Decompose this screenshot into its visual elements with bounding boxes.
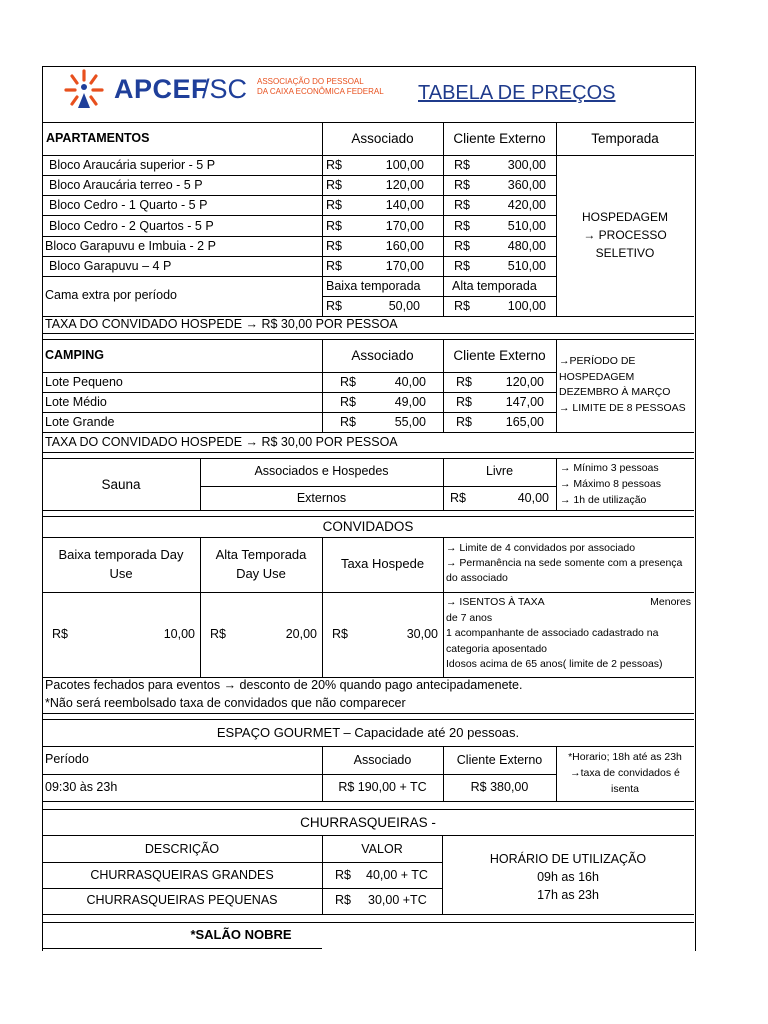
gourmet-periodo: 09:30 às 23h <box>45 780 118 794</box>
camping-note-line: → LIMITE DE 8 PESSOAS <box>559 401 686 414</box>
apartamentos-col-temporada: Temporada <box>591 131 659 146</box>
convidados-currency: R$ <box>52 627 68 641</box>
camping-note <box>559 354 686 416</box>
isentos-menores: Menores <box>650 596 691 608</box>
row-currency: R$ <box>326 198 342 212</box>
row-name: Lote Pequeno <box>45 375 123 389</box>
gourmet-col-associado: Associado <box>353 753 412 767</box>
row-associado-value: 170,00 <box>385 219 424 233</box>
sauna-note-line: → 1h de utilização <box>560 494 647 506</box>
gourmet-note-line: isenta <box>610 783 640 795</box>
apartamentos-taxa: TAXA DO CONVIDADO HOSPEDE → R$ 30,00 POR PESSOA <box>45 317 398 331</box>
sauna-note-line: → Máximo 8 pessoas <box>560 478 661 490</box>
temporada-note <box>556 208 694 262</box>
row-currency: R$ <box>335 893 351 907</box>
row-currency: R$ <box>454 178 470 192</box>
sauna-ext-value: 40,00 <box>517 491 549 505</box>
sauna-ext-currency: R$ <box>450 491 466 505</box>
row-currency: R$ <box>454 219 470 233</box>
row-associado-value: 140,00 <box>385 198 424 212</box>
row-externo-value: 300,00 <box>507 158 546 172</box>
convidados-note-top: → Limite de 4 convidados por associado → Permanência na sede somente com a presença do associado <box>446 542 683 584</box>
row-name: Bloco Garapuvu e Imbuia - 2 P <box>45 239 216 253</box>
churrasqueiras-col-valor: VALOR <box>361 842 403 856</box>
extra-alta-value: 100,00 <box>507 299 546 313</box>
gourmet-col-periodo: Período <box>45 752 89 766</box>
sauna-assoc-value: Livre <box>485 464 514 478</box>
row-currency: R$ <box>454 198 470 212</box>
convidados-col-alta: Alta Temporada Day Use <box>215 547 307 581</box>
apartamentos-col-associado: Associado <box>351 131 414 146</box>
apartamentos-title: APARTAMENTOS <box>46 131 150 145</box>
row-currency: R$ <box>340 415 356 429</box>
sauna-ext-label: Externos <box>296 491 347 505</box>
extra-currency: R$ <box>454 299 470 313</box>
churrasqueiras-horario <box>442 850 694 904</box>
convidados-col-baixa: Baixa temporada Day Use <box>58 547 184 581</box>
gourmet-associado-value: R$ 190,00 + TC <box>338 780 427 794</box>
salao-title: *SALÃO NOBRE <box>190 927 292 942</box>
horario-title: HORÁRIO DE UTILIZAÇÃO <box>489 852 647 866</box>
row-name: Bloco Araucária superior - 5 P <box>49 158 216 172</box>
convidados-pacotes: Pacotes fechados para eventos → desconto de 20% quando pago antecipadamenete. <box>45 678 523 692</box>
row-externo-value: 480,00 <box>507 239 546 253</box>
row-currency: R$ <box>326 178 342 192</box>
row-name: Lote Grande <box>45 415 115 429</box>
gourmet-note-line: →taxa de convidados é <box>570 767 680 779</box>
row-currency: R$ <box>456 395 472 409</box>
sauna-title: Sauna <box>101 477 141 492</box>
convidados-currency: R$ <box>332 627 348 641</box>
horario-line: 09h as 16h <box>537 870 599 884</box>
page-title: TABELA DE PREÇOS <box>418 82 616 104</box>
gourmet-note-line: *Horario; 18h até as 23h <box>568 751 682 763</box>
sauna-note-line: → Mínimo 3 pessoas <box>560 462 659 474</box>
apartamentos-col-externo: Cliente Externo <box>453 131 546 146</box>
row-name: Bloco Garapuvu – 4 P <box>49 259 172 273</box>
convidados-col-taxa: Taxa Hospede <box>340 556 425 571</box>
apcef-logo-icon <box>64 68 104 112</box>
logo-sub-line-2: DA CAIXA ECONÔMICA FEDERAL <box>257 87 384 96</box>
convidados-taxa-value: 30,00 <box>406 627 438 641</box>
convidados-currency: R$ <box>210 627 226 641</box>
isentos-line: de 7 anos <box>446 611 493 624</box>
row-currency: R$ <box>454 158 470 172</box>
camping-note-line: →PERÍODO DE <box>559 355 636 367</box>
row-associado-value: 40,00 <box>394 375 426 389</box>
logo-sub-line-1: ASSOCIAÇÃO DO PESSOAL <box>257 77 364 86</box>
row-associado-value: 120,00 <box>385 178 424 192</box>
row-name: CHURRASQUEIRAS GRANDES <box>90 868 274 882</box>
gourmet-title: ESPAÇO GOURMET – Capacidade até 20 pessoas. <box>216 725 520 740</box>
row-name: Bloco Araucária terreo - 5 P <box>49 178 203 192</box>
row-associado-value: 55,00 <box>394 415 426 429</box>
row-externo-value: 147,00 <box>505 395 544 409</box>
camping-note-line: HOSPEDAGEM <box>559 370 635 383</box>
row-currency: R$ <box>326 259 342 273</box>
horario-line: 17h as 23h <box>537 888 599 902</box>
extra-baixa-value: 50,00 <box>388 299 420 313</box>
logo <box>62 68 252 114</box>
row-associado-value: 160,00 <box>385 239 424 253</box>
row-value: 30,00 +TC <box>368 893 427 907</box>
temporada-note-line: → PROCESSO <box>583 228 667 242</box>
row-name: CHURRASQUEIRAS PEQUENAS <box>86 893 278 907</box>
gourmet-note <box>556 749 694 797</box>
churrasqueiras-col-desc: DESCRIÇÃO <box>144 842 220 856</box>
convidados-nao-reembolsado: *Não será reembolsado taxa de convidados que não comparecer <box>45 696 406 710</box>
temporada-note-line: HOSPEDAGEM <box>581 210 668 224</box>
camping-col-externo: Cliente Externo <box>453 348 546 363</box>
row-currency: R$ <box>456 375 472 389</box>
row-currency: R$ <box>326 158 342 172</box>
extra-bed-label: Cama extra por período <box>45 288 178 302</box>
row-associado-value: 170,00 <box>385 259 424 273</box>
extra-currency: R$ <box>326 299 342 313</box>
camping-col-associado: Associado <box>351 348 414 363</box>
row-value: 40,00 + TC <box>366 868 428 882</box>
row-externo-value: 510,00 <box>507 259 546 273</box>
row-externo-value: 120,00 <box>505 375 544 389</box>
isentos-label: → ISENTOS À TAXA <box>446 596 545 608</box>
row-externo-value: 360,00 <box>507 178 546 192</box>
row-associado-value: 49,00 <box>394 395 426 409</box>
row-externo-value: 420,00 <box>507 198 546 212</box>
gourmet-col-externo: Cliente Externo <box>456 753 543 767</box>
convidados-baixa-value: 10,00 <box>163 627 195 641</box>
row-name: Bloco Cedro - 1 Quarto - 5 P <box>49 198 208 212</box>
extra-baixa-label: Baixa temporada <box>326 279 421 293</box>
temporada-note-line: SELETIVO <box>595 246 655 260</box>
convidados-title: CONVIDADOS <box>322 519 414 534</box>
row-name: Lote Médio <box>45 395 107 409</box>
row-currency: R$ <box>454 259 470 273</box>
row-currency: R$ <box>340 395 356 409</box>
row-currency: R$ <box>335 868 351 882</box>
convidados-isentos <box>446 595 691 673</box>
gourmet-externo-value: R$ 380,00 <box>470 780 529 794</box>
row-currency: R$ <box>454 239 470 253</box>
row-currency: R$ <box>456 415 472 429</box>
row-currency: R$ <box>326 219 342 233</box>
row-externo-value: 510,00 <box>507 219 546 233</box>
churrasqueiras-title: CHURRASQUEIRAS - <box>300 815 436 830</box>
row-currency: R$ <box>326 239 342 253</box>
isentos-line: Idosos acima de 65 anos( limite de 2 pessoas) <box>446 658 663 670</box>
camping-note-line: DEZEMBRO À MARÇO <box>559 386 671 398</box>
sauna-note <box>560 460 661 508</box>
camping-taxa: TAXA DO CONVIDADO HOSPEDE → R$ 30,00 POR PESSOA <box>45 435 398 449</box>
logo-suffix: /SC <box>202 74 248 104</box>
row-externo-value: 165,00 <box>505 415 544 429</box>
row-currency: R$ <box>340 375 356 389</box>
extra-alta-label: Alta temporada <box>452 279 537 293</box>
logo-subtitle <box>257 77 384 97</box>
row-name: Bloco Cedro - 2 Quartos - 5 P <box>49 219 214 233</box>
logo-name: APCEF <box>114 74 209 104</box>
row-associado-value: 100,00 <box>385 158 424 172</box>
isentos-line: 1 acompanhante de associado cadastrado na categoria aposentado <box>446 627 659 655</box>
camping-title: CAMPING <box>45 348 105 362</box>
convidados-alta-value: 20,00 <box>285 627 317 641</box>
sauna-assoc-label: Associados e Hospedes <box>254 464 389 478</box>
